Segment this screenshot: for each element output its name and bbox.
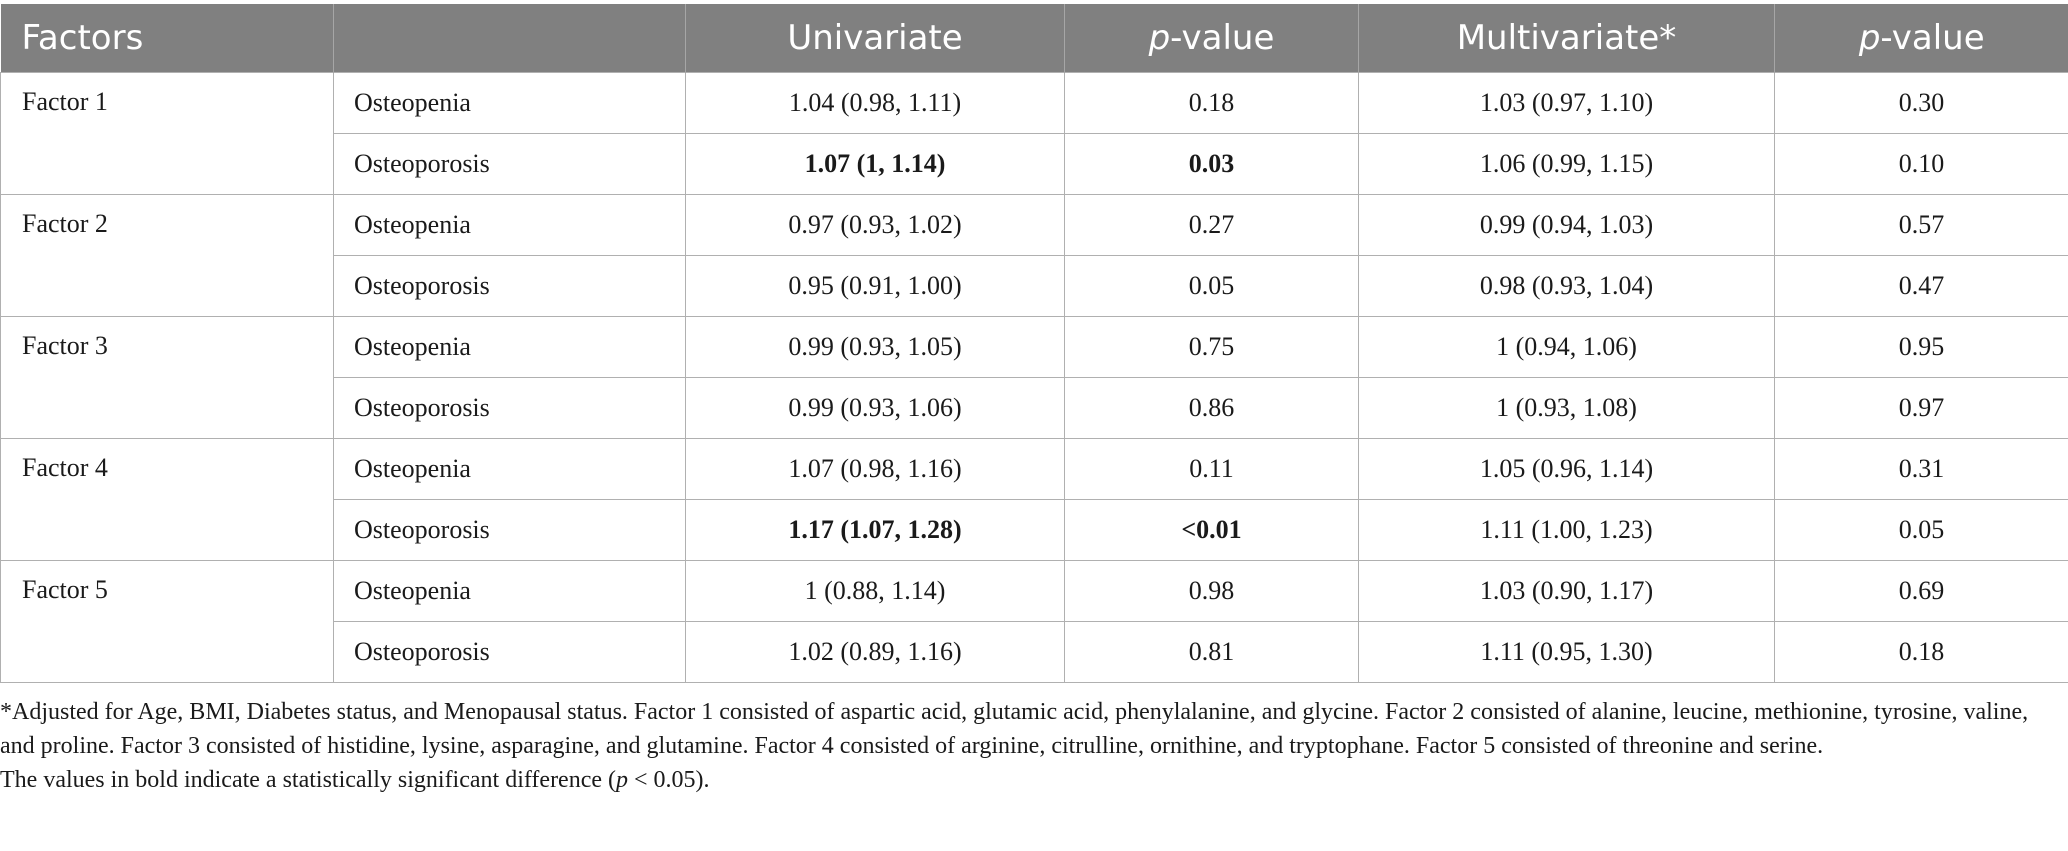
table-row	[1, 561, 2068, 622]
factor-name: Factor 2	[1, 195, 334, 317]
p-multivariate-cell: 0.18	[1775, 622, 2068, 683]
p-multivariate-cell: 0.57	[1775, 195, 2068, 256]
table-row	[1, 195, 2068, 256]
condition-cell: Osteoporosis	[334, 622, 686, 683]
p-multivariate-cell: 0.10	[1775, 134, 2068, 195]
header-group	[334, 4, 686, 73]
p-multivariate-cell: 0.97	[1775, 378, 2068, 439]
factor-name: Factor 3	[1, 317, 334, 439]
header-p-suffix: -value	[1880, 18, 1985, 58]
p-univariate-cell-significant: <0.01	[1065, 500, 1359, 561]
table-footnotes	[0, 695, 2060, 797]
factor-name: Factor 5	[1, 561, 334, 683]
condition-cell: Osteoporosis	[334, 500, 686, 561]
multivariate-cell: 0.98 (0.93, 1.04)	[1359, 256, 1775, 317]
multivariate-cell: 1.11 (1.00, 1.23)	[1359, 500, 1775, 561]
p-univariate-cell: 0.05	[1065, 256, 1359, 317]
univariate-cell: 1.07 (0.98, 1.16)	[686, 439, 1065, 500]
multivariate-cell: 0.99 (0.94, 1.03)	[1359, 195, 1775, 256]
multivariate-cell: 1 (0.93, 1.08)	[1359, 378, 1775, 439]
footnote-adjustment: *Adjusted for Age, BMI, Diabetes status, and Menopausal status. Factor 1 consisted of aspartic acid, glutamic acid, phenylalanine, and glycine. Factor 2 consisted of alanine, leucine, methionine, tyrosine, valine, and proline. Factor 3 consisted of histidine, lysine, asparagine, and glutamine. Factor 4 consisted of arginine, citrulline, ornithine, and tryptophane. Factor 5 consisted of threonine and serine.	[0, 699, 2029, 759]
footnote-bold-significance	[0, 763, 2060, 797]
p-univariate-cell: 0.18	[1065, 73, 1359, 134]
header-row	[1, 4, 2068, 73]
factor-name: Factor 4	[1, 439, 334, 561]
multivariate-cell: 1.03 (0.97, 1.10)	[1359, 73, 1775, 134]
p-univariate-cell: 0.98	[1065, 561, 1359, 622]
condition-cell: Osteoporosis	[334, 378, 686, 439]
univariate-cell: 1.02 (0.89, 1.16)	[686, 622, 1065, 683]
header-p-value-univariate	[1065, 4, 1359, 73]
table-row	[1, 317, 2068, 378]
p-multivariate-cell: 0.69	[1775, 561, 2068, 622]
condition-cell: Osteopenia	[334, 317, 686, 378]
p-univariate-cell: 0.81	[1065, 622, 1359, 683]
header-p-italic: p	[1148, 18, 1171, 58]
header-univariate: Univariate	[686, 4, 1065, 73]
condition-cell: Osteopenia	[334, 439, 686, 500]
header-factors: Factors	[1, 4, 334, 73]
header-multivariate: Multivariate*	[1359, 4, 1775, 73]
univariate-cell: 1 (0.88, 1.14)	[686, 561, 1065, 622]
multivariate-cell: 1.05 (0.96, 1.14)	[1359, 439, 1775, 500]
p-univariate-cell: 0.27	[1065, 195, 1359, 256]
footnote-p-italic: p	[616, 767, 629, 793]
univariate-cell: 1.04 (0.98, 1.11)	[686, 73, 1065, 134]
condition-cell: Osteopenia	[334, 561, 686, 622]
multivariate-cell: 1.03 (0.90, 1.17)	[1359, 561, 1775, 622]
univariate-cell: 0.95 (0.91, 1.00)	[686, 256, 1065, 317]
p-univariate-cell: 0.11	[1065, 439, 1359, 500]
condition-cell: Osteoporosis	[334, 256, 686, 317]
multivariate-cell: 1.06 (0.99, 1.15)	[1359, 134, 1775, 195]
condition-cell: Osteopenia	[334, 195, 686, 256]
condition-cell: Osteoporosis	[334, 134, 686, 195]
regression-results-table	[0, 4, 2068, 683]
multivariate-cell: 1 (0.94, 1.06)	[1359, 317, 1775, 378]
multivariate-cell: 1.11 (0.95, 1.30)	[1359, 622, 1775, 683]
footnote-bold-suffix: < 0.05).	[628, 767, 710, 793]
footnote-bold-prefix: The values in bold indicate a statistically significant difference (	[0, 767, 617, 793]
p-univariate-cell: 0.75	[1065, 317, 1359, 378]
p-univariate-cell-significant: 0.03	[1065, 134, 1359, 195]
p-multivariate-cell: 0.05	[1775, 500, 2068, 561]
condition-cell: Osteopenia	[334, 73, 686, 134]
factor-name: Factor 1	[1, 73, 334, 195]
table-row	[1, 439, 2068, 500]
header-p-suffix: -value	[1170, 18, 1275, 58]
p-multivariate-cell: 0.31	[1775, 439, 2068, 500]
univariate-cell-significant: 1.17 (1.07, 1.28)	[686, 500, 1065, 561]
univariate-cell: 0.99 (0.93, 1.06)	[686, 378, 1065, 439]
univariate-cell: 0.97 (0.93, 1.02)	[686, 195, 1065, 256]
results-table-container	[0, 4, 2068, 683]
header-p-italic: p	[1858, 18, 1881, 58]
p-multivariate-cell: 0.47	[1775, 256, 2068, 317]
p-univariate-cell: 0.86	[1065, 378, 1359, 439]
univariate-cell: 0.99 (0.93, 1.05)	[686, 317, 1065, 378]
table-row	[1, 73, 2068, 134]
p-multivariate-cell: 0.30	[1775, 73, 2068, 134]
p-multivariate-cell: 0.95	[1775, 317, 2068, 378]
univariate-cell-significant: 1.07 (1, 1.14)	[686, 134, 1065, 195]
header-p-value-multivariate	[1775, 4, 2068, 73]
